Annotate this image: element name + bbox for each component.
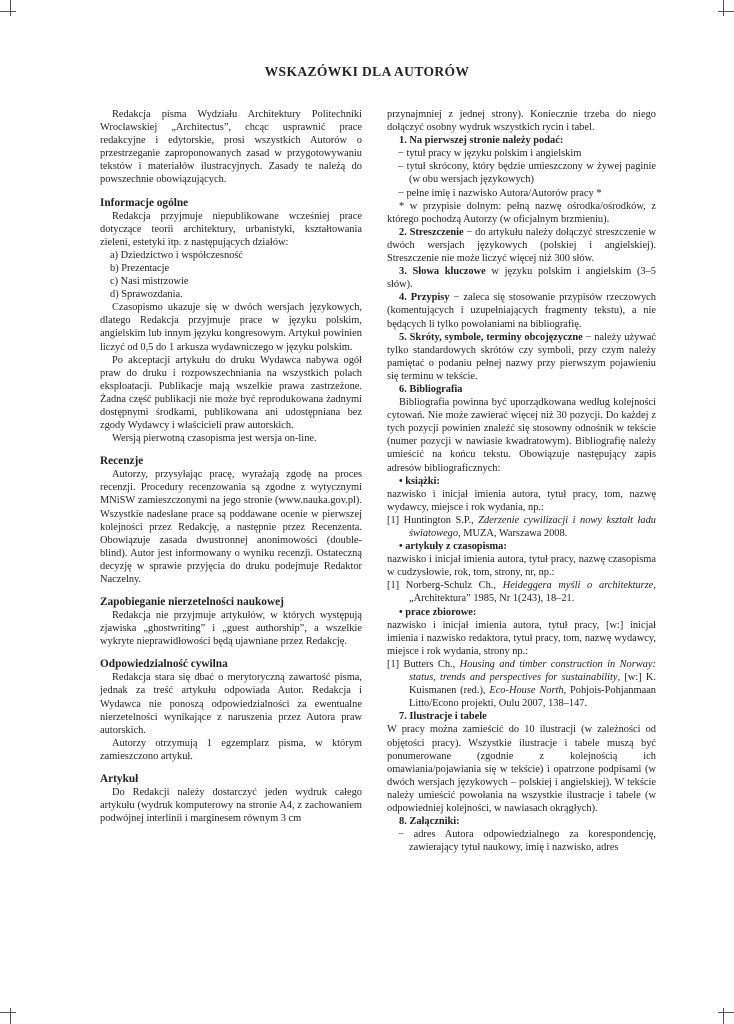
item-illustrations-label: 7. Ilustracje i tabele (399, 711, 487, 723)
item-attachments-label: 8. Załączniki: (399, 816, 460, 828)
section-item-c: c) Nasi mistrzowie (110, 276, 189, 288)
general-paragraph-1: Redakcja przyjmuje niepublikowane wcześniej prace dotyczące teorii architektury, urbanistyki, kształtowania zieleni, estetyki itp. z następujących działów: (100, 210, 362, 248)
ethics-paragraph: Redakcja nie przyjmuje artykułów, w których występują zjawiska „ghostwriting” i „guest authorship”, a wszelkie wykryte nieprawidłowości będą ujawniane przez Redakcję. (100, 610, 362, 648)
item-abbreviations-text: − należy używać tylko standardowych skrótów czy symboli, przy czym należy pamiętać o podaniu pełnej nazwy przy pierwszym pojawieniu się terminu w tekście. (387, 331, 656, 382)
articles-example-author: [1] Norberg-Schulz Ch., (387, 580, 503, 592)
articles-format: nazwisko i inicjał imienia autora, tytuł pracy, nazwę czasopisma w cudzysłowie, rok, tom, strony, nr, np.: (387, 554, 656, 579)
bibliography-paragraph: Bibliografia powinna być uporządkowana według kolejności cytowań. Nie może zawierać więcej niż 30 pozycji. Do każdej z tych pozycji powinien znaleźć się stosowny odnośnik w tekście (numer pozycji w nawiasie kwadratowym). Bibliografię należy umieścić na końcu tekstu. Obowiązuje następujący zapis adresów bibliograficznych: (387, 397, 656, 474)
articles-example-title: Heideggera myśli o architekturze (502, 580, 654, 592)
crop-mark-bottom-right-h (718, 1012, 734, 1013)
item-attachments (387, 815, 656, 828)
item-abbreviations-label: 5. Skróty, symbole, terminy obcojęzyczne (399, 331, 583, 343)
item-keywords-text: w języku polskim i angielskim (3–5 słów). (387, 266, 656, 291)
liability-paragraph-2: Autorzy otrzymują 1 egzemplarz pisma, w którym zamieszczono artykuł. (100, 737, 362, 762)
attachments-item-1: − adres Autora odpowiedzialnego za korespondencję, zawierający tytuł naukowy, imię i nazwisko, adres (398, 829, 656, 854)
page-title: WSKAZÓWKI DLA AUTORÓW (264, 64, 470, 79)
books-format: nazwisko i inicjał imienia autora, tytuł pracy, tom, nazwę wydawcy, miejsce i rok wydania, np.: (387, 488, 656, 513)
heading-ethics: Zapobieganie nierzetelności naukowej (100, 596, 284, 609)
crop-mark-top-right-h (718, 11, 734, 12)
first-page-item-1: − tytuł pracy w języku polskim i angielskim (398, 148, 582, 160)
liability-paragraph-1: Redakcja stara się dbać o merytoryczną zawartość pisma, jednak za treść artykułu odpowiada Autor. Redakcja i Wydawca nie ponoszą odpowiedzialności za ewentualne nierzetelności wynikające z naruszenia przez Autora praw autorskich. (100, 672, 362, 736)
collective-label: • prace zbiorowe: (399, 606, 477, 618)
item-notes-label: 4. Przypisy (399, 292, 450, 304)
books-example-rest: , MUZA, Warszawa 2008. (458, 528, 568, 539)
books-label: • książki: (399, 475, 440, 487)
collective-example-book: Eco-House North (489, 685, 564, 697)
first-page-footnote: * w przypisie dolnym: pełną nazwę ośrodka/ośrodków, z którego pochodzą Autorzy (w oficjalnym brzmieniu). (387, 200, 656, 225)
articles-example-rest: , „Architektura” 1985, Nr 1(243), 18–21. (409, 580, 656, 605)
crop-mark-bottom-left (10, 1008, 11, 1024)
crop-mark-bottom-right (723, 1008, 724, 1024)
right-column (387, 108, 656, 854)
item-bibliography (387, 383, 656, 396)
books-example (387, 514, 656, 540)
item-abstract (387, 226, 656, 265)
collective-format: nazwisko i inicjał imienia autora, tytuł pracy, [w:] inicjał imienia i nazwisko redaktora, tytuł pracy, tom, nazwę wydawcy, miejsce i rok wydania, strony np.: (387, 619, 656, 657)
item-illustrations (387, 710, 656, 723)
section-item-a: a) Dziedzictwo i współczesność (110, 249, 244, 261)
crop-mark-bottom-left-h (0, 1012, 16, 1013)
general-paragraph-2: Czasopismo ukazuje się w dwóch wersjach językowych, dlatego Redakcja przyjmuje prace w języku polskim, angielskim lub innym języku kongresowym. Artykuł powinien liczyć od 0,5 do 1 arkusza wydawniczego w języku polskim. (100, 302, 362, 353)
item-bibliography-label: 6. Bibliografia (399, 383, 463, 395)
article-paragraph: Do Redakcji należy dostarczyć jeden wydruk całego artykułu (wydruk komputerowy na stronie A4, z zachowaniem podwójnej interlinii i marginesem równym 3 cm (100, 787, 362, 825)
general-paragraph-4: Wersją pierwotną czasopisma jest wersja on-line. (112, 433, 317, 445)
books-example-title: Zderzenie cywilizacji i nowy kształt ładu światowego (409, 514, 656, 539)
item-first-page (387, 134, 656, 147)
item-notes (387, 291, 656, 330)
item-first-page-label: 1. Na pierwszej stronie należy podać: (399, 135, 564, 147)
collective-example-rest: , Pohjois-Pohjanmaan Litto/Econo projekti, Oulu 2007, 138–147. (409, 685, 656, 710)
heading-general-info: Informacje ogólne (100, 196, 189, 209)
item-keywords-label: 3. Słowa kluczowe (399, 266, 486, 278)
article-continuation: przynajmniej z jednej strony). Koniecznie trzeba do niego dołączyć osobny wydruk wszystkich rycin i tabel. (387, 109, 656, 134)
collective-example-title: Housing and timber construction in Norway: status, trends and perspectives for sustainability (409, 658, 656, 684)
heading-liability: Odpowiedzialność cywilna (100, 658, 228, 671)
heading-reviews: Recenzje (100, 455, 144, 468)
articles-label: • artykuły z czasopisma: (399, 541, 507, 553)
item-keywords (387, 265, 656, 291)
collective-example-author: [1] Butters Ch., (387, 658, 460, 670)
intro-paragraph: Redakcja pisma Wydziału Architektury Politechniki Wrocławskiej „Architectus”, chcąc usprawnić prace redakcyjne i edytorskie, prosi wszystkich Autorów o przestrzeganie zaproponowanych zasad w przygotowywaniu tekstów i materiałów ilustracyjnych. Zasady te należą do powszechnie obowiązujących. (100, 109, 362, 186)
reviews-paragraph: Autorzy, przysyłając pracę, wyrażają zgodę na proces recenzji. Procedury recenzowania są zgodne z wytycznymi MNiSW zamieszczonymi na jego stronie (www.nauka.gov.pl). Wszystkie nadesłane prace są poddawane ocenie w pierwszej kolejności przez Redakcję, a następnie przez Recenzenta. Obowiązuje zasada dwustronnej anonimowości (double-blind). Autor jest informowany o wyniku recenzji. Ostateczną decyzję w sprawie przyjęcia do druku podejmuje Redaktor Naczelny. (100, 469, 362, 585)
section-item-b: b) Prezentacje (110, 262, 170, 274)
item-abstract-text: − do artykułu należy dołączyć streszczenie w dwóch wersjach językowych (polskiej i angielskiej). Streszczenie nie może liczyć więcej niż 300 słów. (387, 226, 656, 265)
articles-example (387, 579, 656, 605)
crop-mark-top-left (10, 0, 11, 16)
collective-label-line (387, 606, 656, 619)
illustrations-paragraph: W pracy można zamieścić do 10 ilustracji (w zależności od objętości pracy). Wszystkie ilustracje i tabele muszą być ponumerowane (zgodnie z kolejnością ich omawiania/pojawiania się w tekście) i opatrzone podpisami (w dwóch wersjach językowych – polskiej i angielskiej). W tekście należy umieścić powołania na wszystkie ilustracje i tabele (w odpowiedniej kolejności, w nawiasach okrągłych). (387, 724, 656, 814)
books-label-line (387, 475, 656, 488)
first-page-item-2: – tytuł skrócony, który będzie umieszczony w żywej paginie (w obu wersjach językowych) (398, 161, 656, 186)
first-page-item-3: − pełne imię i nazwisko Autora/Autorów pracy * (398, 187, 602, 199)
section-item-d: d) Sprawozdania. (110, 289, 183, 301)
item-abstract-label: 2. Streszczenie (399, 226, 464, 238)
books-example-author: [1] Huntington S.P., (387, 514, 479, 526)
articles-label-line (387, 540, 656, 553)
crop-mark-top-right (723, 0, 724, 16)
item-notes-text: − zaleca się stosowanie przypisów rzeczowych (komentujących i uzupełniających fragmenty tekstu), a nie będących li tylko powołaniami na bibliografię. (387, 292, 656, 330)
general-paragraph-3: Po akceptacji artykułu do druku Wydawca nabywa ogół praw do druku i rozpowszechniania na wszystkich polach eksploatacji. Publikacje mają wszelkie prawa zastrzeżone. Żadna część publikacji nie może być reprodukowana żadnymi dostępnymi środkami, publikowana ani udostępniana bez zgody Wydawcy i właścicieli praw autorskich. (100, 354, 362, 432)
left-column (100, 108, 362, 825)
collective-example (387, 658, 656, 710)
heading-article: Artykuł (100, 773, 139, 786)
crop-mark-top-left-h (0, 11, 16, 12)
collective-example-editor: , [w:] K. Kuismanen (red.), (409, 672, 656, 697)
item-abbreviations (387, 331, 656, 383)
